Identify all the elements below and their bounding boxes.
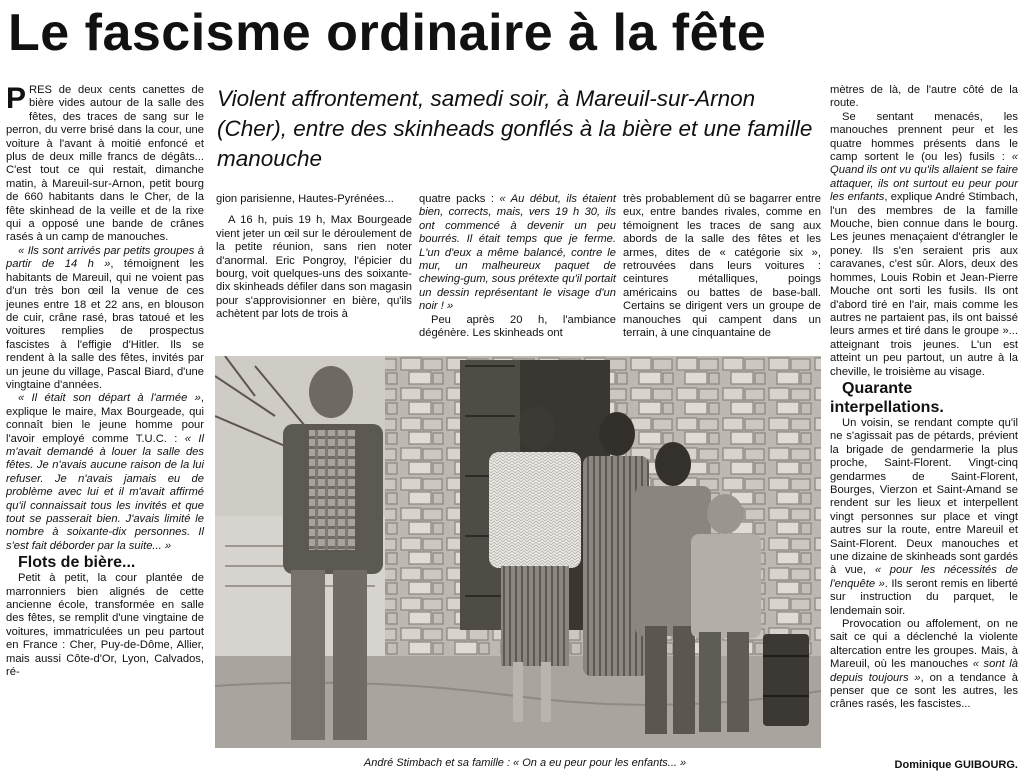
paragraph: gion parisienne, Hautes-Pyrénées... bbox=[216, 193, 394, 205]
paragraph: « Ils sont arrivés par petits groupes à partir de 14 h », témoignent les habitants de Mareuil, qui ne voient pas d'un très bon œil la venue de ces jeunes entre 18 et 22 ans, en blouson de cuir, crâne rasé, bras tatoué et les voitures remplies de prospectus fascistes à l'effigie d'Hitler. Ils se rendent à la salle des fêtes, invités par un jeune du village, Pascal Biard, d'une vingtaine d'années. bbox=[6, 244, 204, 391]
column-5 bbox=[830, 84, 1018, 712]
drop-cap: P bbox=[6, 82, 27, 115]
column-2 bbox=[216, 193, 412, 322]
paragraph: quatre packs : « Au début, ils étaient bien, corrects, mais, vers 19 h 30, ils ont commencé à devenir un peu bourrés. Il était temps que je ferme. L'un d'eux a même balancé, contre le mur, un malheureux paquet de chewing-gum, sous prétexte qu'il portait un dessin représentant le visage d'un noir ! » bbox=[419, 193, 616, 313]
subhead-flots: Flots de bière... bbox=[18, 554, 136, 572]
paragraph: Se sentant menacés, les manouches prennent peur et les quatre hommes présents dans le camp sortent le (ou les) fusils : « Quand ils ont vu qu'ils allaient se faire attaquer, ils ont surtout eu peur pour les enfants, explique André Stimbach, l'un des membres de la famille Mouche, bien connue dans le bourg. Les jeunes menaçaient d'étrangler le poney. Ils s'en seraient pris aux caravanes, c'est sûr. Alors, deux des hommes, Louis Robin et Jean-Pierre Mouche ont sorti les fusils. Ils ont d'abord tiré en l'air, mais comme les autres ne partaient pas, ils ont baissé leurs armes et tiré dans le groupe »... atteignant trois jeunes. L'un est atteint un peu partout, un autre à la cheville, le troisième au visage. bbox=[830, 110, 1018, 378]
paragraph: Peu après 20 h, l'ambiance dégénère. Les skinheads ont bbox=[419, 313, 616, 340]
family-photo bbox=[215, 356, 821, 748]
subhead-quarante: Quarante interpellations. bbox=[830, 379, 944, 416]
byline: Dominique GUIBOURG. bbox=[894, 759, 1018, 771]
paragraph: PRES de deux cents canettes de bière vides autour de la salle des fêtes, des traces de sang sur le perron, du verre brisé dans la cour, une voiture à l'avant à moitié enfoncé et plus de deux mille francs de dégâts... C'est tout ce qui restait, dimanche matin, à Mareuil-sur-Arnon, petit bourg de 660 habitants dans le Cher, de la fête skinhead de la veille et de la rixe qui a opposé une bande de crânes rasés à un camp de manouches. bbox=[6, 82, 204, 244]
paragraph: Petit à petit, la cour plantée de marronniers bien alignés de cette ancienne école, transformée en salle des fêtes, se remplit d'une vingtaine de voitures, immatriculées un peu partout en France : Cher, Puy-de-Dôme, Allier, mais aussi Côte-d'Or, Lyon, Calvados, ré- bbox=[6, 572, 204, 679]
paragraph: Provocation ou affolement, on ne sait ce qui a déclenché la violente altercation entre les groupes. Mais, à Mareuil, où les manouches « sont là depuis toujours », on a tendance à penser que ce sont les autres, les crânes rasés, les fascistes... bbox=[830, 618, 1019, 711]
paragraph: très probablement dû se bagarrer entre eux, entre bandes rivales, comme en témoignent les traces de sang aux abords de la salle des fêtes et les armes, dites de « catégorie six », retrouvées dans leurs voitures : ceintures métalliques, poings américains ou battes de base-ball. Certains se dirigent vers un groupe de manouches qui campent dans un terrain, à une cinquantaine de bbox=[623, 193, 821, 340]
paragraph: Un voisin, se rendant compte qu'il ne s'agissait pas de pétards, prévient la brigade de gendarmerie la plus proche, Saint-Florent. Vingt-cinq gendarmes de Saint-Florent, Bourges, Vierzon et Saint-Amand se rendent sur les lieux et interpellent vingt personnes sur place et vingt autres sur la route, entre Mareuil et Saint-Florent. Deux manouches et une dizaine de skinheads sont gardés à vue, « pour les nécessités de l'enquête ». Ils seront remis en liberté sur instruction du parquet, le lendemain soir. bbox=[830, 416, 1018, 617]
column-3 bbox=[419, 193, 616, 340]
paragraph: « Il était son départ à l'armée », explique le maire, Max Bourgeade, qui connaît bien le jeune homme pour l'avoir employé comme T.U.C. : « Il m'avait demandé à louer la salle des fêtes. Je n'avais aucune raison de la lui refuser. Je n'avais jamais eu de problème avec lui et il m'avait affirmé qu'il connaissait tous les invités et que tout se passerait bien. J'avais limité le nombre à soixante-dix personnes. Il s'est fait déborder par la suite... » bbox=[6, 392, 204, 552]
column-1 bbox=[6, 84, 204, 679]
deck-subtitle: Violent affrontement, samedi soir, à Mareuil-sur-Arnon (Cher), entre des skinheads gonflés à la bière et une famille manouche bbox=[217, 86, 813, 171]
photo-illustration bbox=[215, 356, 821, 748]
photo-caption: André Stimbach et sa famille : « On a eu peur pour les enfants... » bbox=[363, 757, 687, 769]
column-4 bbox=[623, 193, 821, 340]
paragraph: A 16 h, puis 19 h, Max Bourgeade vient jeter un œil sur le déroulement de la petite réunion, sans rien noter d'anormal. Eric Pongroy, l'épicier du bourg, voit quelques-uns des soixante-dix skinheads défiler dans son magasin pour s'approvisionner en bière, qu'ils achètent par lots de trois à bbox=[216, 214, 412, 321]
paragraph: mètres de là, de l'autre côté de la route. bbox=[830, 84, 1018, 110]
headline: Le fascisme ordinaire à la fête bbox=[8, 4, 767, 62]
